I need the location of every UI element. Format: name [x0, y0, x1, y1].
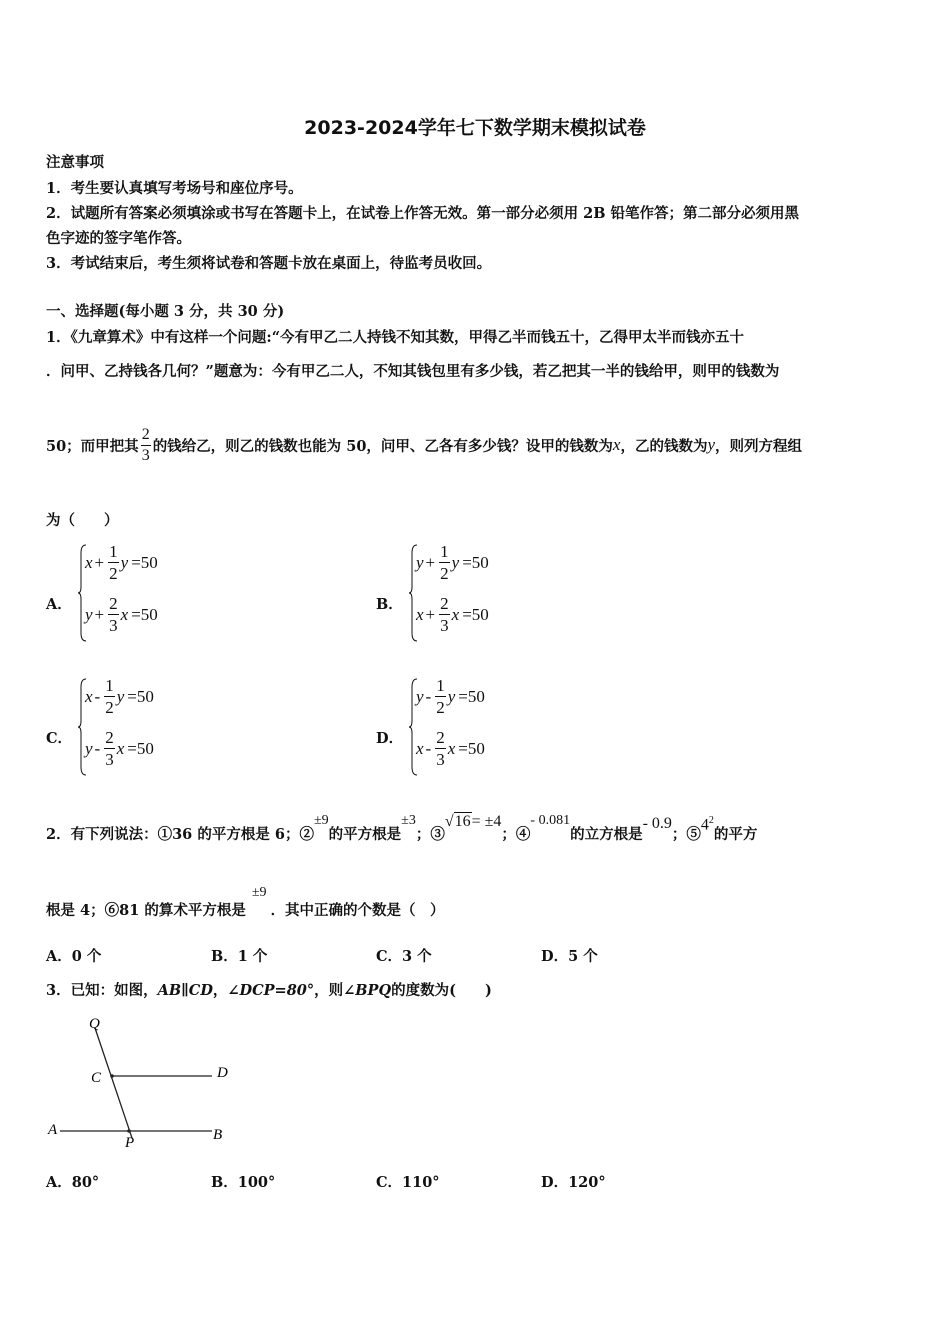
point-c	[110, 1074, 114, 1078]
frac-num: 2	[141, 425, 150, 443]
q2-option-d[interactable]: D．5 个	[541, 948, 598, 965]
q2-math-7: ±9	[251, 885, 267, 900]
q1-option-a-label[interactable]: A．	[46, 596, 72, 613]
q2-text-9: ．其中正确的个数是（ ）	[270, 902, 445, 919]
label-q: Q	[89, 1016, 100, 1032]
q2-text-2: 的平方根是	[328, 826, 402, 843]
q3-text-2: ，	[212, 982, 228, 999]
q1-line-4: 为（ ）	[46, 512, 119, 529]
q3-text-1: 3．已知：如图，	[46, 982, 158, 999]
q3-math-1: AB∥CD	[157, 982, 213, 999]
q3-text-4: 的度数为( )	[391, 982, 492, 999]
frac-den: 3	[141, 446, 150, 464]
label-p: P	[125, 1135, 135, 1151]
equation-2: x + $\frac{2}{3}$ x =50	[416, 594, 489, 635]
section-heading: 一、选择题(每小题 3 分，共 30 分)	[46, 303, 285, 320]
q1-option-c-label[interactable]: C．	[46, 730, 73, 747]
q1-line-3-c: ，乙的钱数为	[620, 437, 708, 455]
q2-math-2: ±3	[401, 813, 416, 828]
q3-option-d[interactable]: D．120°	[541, 1174, 606, 1191]
q3-math-3: ∠BPQ	[343, 982, 392, 999]
notice-line-1: 1．考生要认真填写考场号和座位序号。	[46, 180, 303, 197]
q2-math-4: - 0.081	[530, 813, 571, 828]
q1-line-1: 1．《九章算术》中有这样一个问题:“今有甲乙二人持钱不知其数，甲得乙半而钱五十，乙得甲太半而钱亦五十	[46, 329, 745, 346]
q2-math-3: √16= ±4	[444, 813, 502, 830]
equation-2: x - $\frac{2}{3}$ x =50	[416, 728, 485, 769]
q2-text-7: 的平方	[713, 826, 758, 843]
q1-line-3	[46, 420, 802, 470]
q1-var-y: y	[707, 435, 716, 454]
notice-heading: 注意事项	[46, 154, 104, 171]
q1-line-3-a: 50；而甲把其	[46, 437, 139, 455]
q1-option-b-label[interactable]: B．	[376, 596, 403, 613]
q3-option-b[interactable]: B．100°	[211, 1174, 276, 1191]
q3-text-3: ，则	[314, 982, 344, 999]
q2-text-5: 的立方根是	[570, 826, 643, 843]
equation-1: x + $\frac{1}{2}$ y =50	[85, 542, 158, 583]
q2-line-1	[46, 813, 757, 853]
q2-text-8: 根是 4；⑥81 的算术平方根是	[46, 902, 246, 919]
q2-math-5: - 0.9	[642, 815, 672, 832]
equation-1: x - $\frac{1}{2}$ y =50	[85, 676, 154, 717]
equation-2: y - $\frac{2}{3}$ x =50	[85, 728, 154, 769]
equation-1: y - $\frac{1}{2}$ y =50	[416, 676, 485, 717]
q3-figure	[40, 1010, 240, 1155]
notice-line-2a: 2．试题所有答案必须填涂或书写在答题卡上，在试卷上作答无效。第一部分必须用 2B 铅笔作答；第二部分必须用黑	[46, 205, 800, 222]
label-c: C	[91, 1070, 102, 1086]
q2-text-1: 2．有下列说法：①36 的平方根是 6；②	[46, 826, 314, 843]
q3-option-a[interactable]: A．80°	[46, 1174, 100, 1191]
notice-line-2b: 色字迹的签字笔作答。	[46, 230, 191, 247]
q1-option-a-system[interactable]	[77, 543, 227, 643]
q1-option-c-system[interactable]	[77, 677, 227, 777]
q1-option-d-label[interactable]: D．	[376, 730, 404, 747]
q2-option-b[interactable]: B．1 个	[211, 948, 268, 965]
q1-line-3-b: 的钱给乙，则乙的钱数也能为 50，问甲、乙各有多少钱？设甲的钱数为	[152, 437, 613, 455]
equation-1: y + $\frac{1}{2}$ y =50	[416, 542, 489, 583]
q1-fraction	[141, 427, 151, 464]
q2-text-6: ；⑤	[671, 826, 701, 843]
q1-line-3-d: ，则列方程组	[715, 437, 803, 455]
q2-option-a[interactable]: A．0 个	[46, 948, 102, 965]
label-d: D	[217, 1065, 228, 1081]
notice-line-3: 3．考试结束后，考生须将试卷和答题卡放在桌面上，待监考员收回。	[46, 255, 492, 272]
q2-math-6: $4^2$	[700, 815, 714, 834]
equation-2: y + $\frac{2}{3}$ x =50	[85, 594, 158, 635]
q2-text-4: ；④	[501, 826, 531, 843]
q1-option-b-system[interactable]	[408, 543, 558, 643]
label-a: A	[48, 1122, 58, 1138]
q1-option-d-system[interactable]	[408, 677, 558, 777]
label-b: B	[213, 1127, 223, 1143]
q2-line-2	[46, 885, 445, 919]
q1-line-2: ．问甲、乙持钱各几何？”题意为：今有甲乙二人，不知其钱包里有多少钱，若乙把其一半的钱给甲，则甲的钱数为	[46, 363, 780, 380]
q1-var-x: x	[612, 435, 621, 454]
page-title: 2023-2024学年七下数学期末模拟试卷	[304, 117, 646, 139]
q3-option-c[interactable]: C．110°	[376, 1174, 440, 1191]
point-p	[127, 1129, 131, 1133]
q3-question	[46, 979, 492, 1000]
q2-math-1: ±9	[313, 813, 329, 828]
q3-math-2: ∠DCP=80°	[227, 982, 315, 999]
q2-text-3: ；③	[415, 826, 445, 843]
q2-option-c[interactable]: C．3 个	[376, 948, 432, 965]
